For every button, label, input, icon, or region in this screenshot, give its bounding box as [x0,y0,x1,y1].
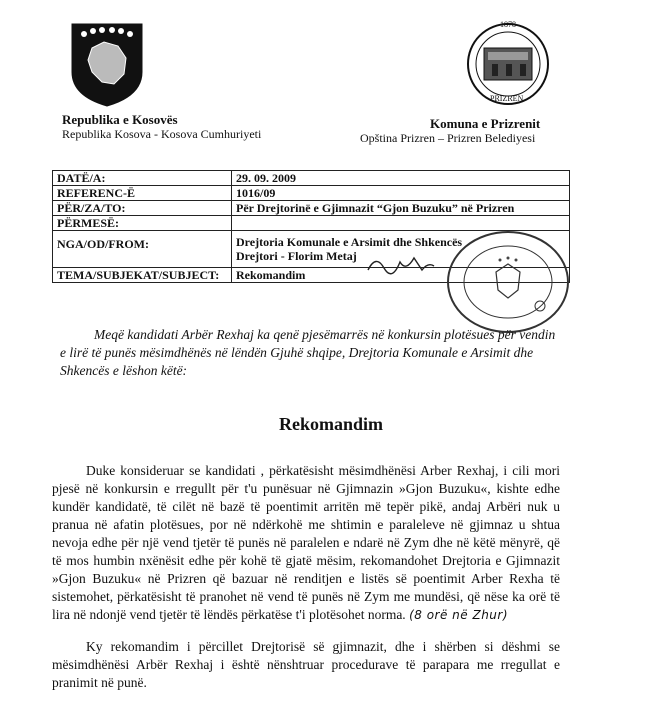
body-paragraph-2: Ky rekomandim i përcillet Drejtorisë së gjimnazit, dhe i shërben si dëshmi se mësimdhënësi Arbër Rexhaj i është nënshtruar procedurave të parapara me rregullat e pranimit në punë. [52,639,560,690]
document-heading: Rekomandim [278,414,383,434]
handwritten-note: (8 orë në Zhur) [409,608,509,622]
seal-year: 1878 [500,20,516,29]
official-stamp-icon [444,228,572,336]
meta-value-reference: 1016/09 [232,186,570,201]
meta-key-date: DATË/A: [53,171,232,186]
meta-value-from-line1: Drejtoria Komunale e Arsimit dhe Shkencës [236,235,463,249]
table-row [53,201,570,216]
meta-key-reference: REFERENC-Ë [53,186,232,201]
municipality-title: Komuna e Prizrenit [430,116,541,131]
meta-key-from: NGA/OD/FROM: [53,231,232,268]
meta-key-via: PËRMESË: [53,216,232,231]
meta-key-subject: TEMA/SUBJEKAT/SUBJECT: [53,268,232,283]
meta-value-from-line2: Drejtori - Florim Metaj [236,249,357,263]
meta-value-date: 29. 09. 2009 [232,171,570,186]
body-paragraph-1-text: Duke konsideruar se kandidati , përkatësisht mësimdhënësi Arber Rexhaj, i cili mori pjesë në konkursin e rregullt për t'u punësuar në Gjimnazin »Gjon Buzuku«, kishte edhe kundër kandidatë, të cilët në bazë të poentimit arritën më tepër pikë, andaj Arbëri nuk u pranua në afatin plotësues, por në ndërkohë me shtimin e paraleleve në gjimnaz u shtua nevoja edhe për një vend tjetër të punës në paralelen e ndarë në Zym dhe në këtë mënyrë, që të mos humbin nxënësit edhe për kohë të gjatë mësim, rekomandohet Drejtoria e Gjimnazit »Gjon Buzuku« në Prizren që bazuar në renditjen e listës së poentimit Arber Rexha të sistemohet, përkatësisht të pranohet në vend të punës në Zym me mundësi, që nëse ka orë të lira në ndonjë vend tjetër të lëndës përkatëse t'i plotësohet norma. [52,463,560,622]
meta-key-to: PËR/ZA/TO: [53,201,232,216]
meta-value-to: Për Drejtorinë e Gjimnazit “Gjon Buzuku” në Prizren [232,201,570,216]
table-row [53,171,570,186]
seal-text: PRIZREN [490,94,524,103]
table-row [53,186,570,201]
body-paragraph-1 [52,462,560,624]
country-subtitle: Republika Kosova - Kosova Cumhuriyeti [62,127,262,141]
country-title: Republika e Kosovës [62,112,178,127]
meta-value-subject: Rekomandim [232,268,570,283]
kosovo-coat-of-arms-icon [70,22,144,108]
municipality-subtitle: Opština Prizren – Prizren Belediyesi [360,131,536,145]
intro-paragraph: Meqë kandidati Arbër Rexhaj ka qenë pjesëmarrës në konkursin plotësues për vendin e lirë të punës mësimdhënës në lëndën Gjuhë shqipe, Drejtoria Komunale e Arsimit dhe Shkencës e lëshon këtë: [60,327,556,378]
signature-icon [366,252,436,276]
